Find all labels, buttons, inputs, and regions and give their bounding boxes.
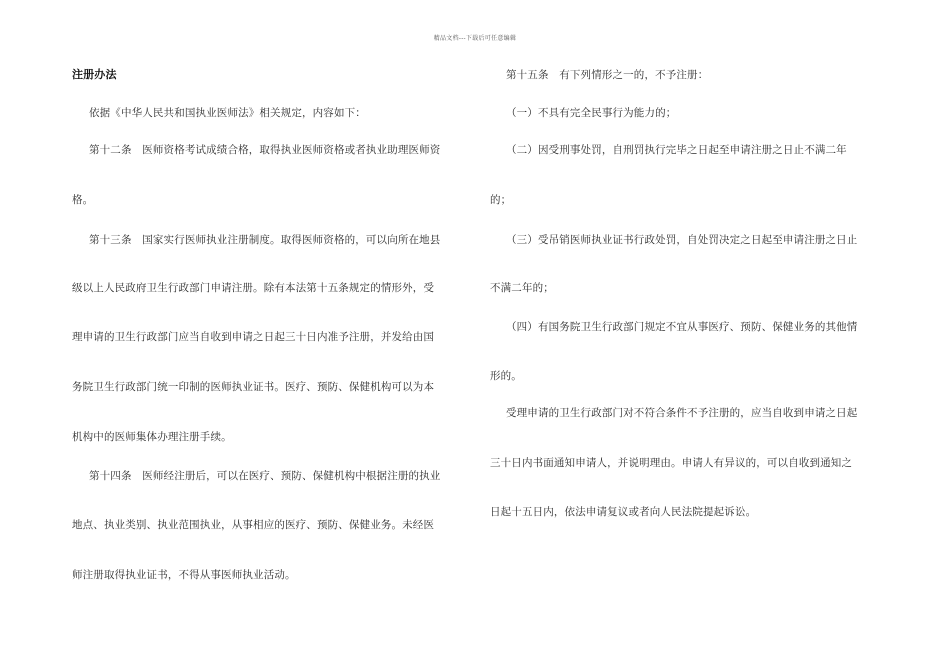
- paragraph-line: （二）因受刑事处罚，自刑罚执行完毕之日起至申请注册之日止不满二年: [506, 144, 847, 156]
- paragraph-line: 格。: [72, 194, 94, 206]
- paragraph-line: 地点、执业类别、执业范围执业，从事相应的医疗、预防、保健业务。未经医: [72, 519, 435, 531]
- paragraph-line: 第十三条 国家实行医师执业注册制度。取得医师资格的，可以向所在地县: [89, 234, 441, 246]
- paragraph-line: 第十五条 有下列情形之一的，不予注册：: [506, 69, 709, 81]
- paragraph-line: 形的。: [490, 370, 522, 382]
- paragraph-line: 日起十五日内，依法申请复议或者向人民法院提起诉讼。: [490, 506, 757, 518]
- paragraph-line: 第十四条 医师经注册后，可以在医疗、预防、保健机构中根据注册的执业: [89, 470, 441, 482]
- paragraph-line: 的；: [490, 194, 512, 206]
- paragraph-line: 机构中的医师集体办理注册手续。: [72, 431, 232, 443]
- paragraph-line: （一）不具有完全民事行为能力的；: [506, 107, 677, 119]
- paragraph-line: 不满二年的；: [490, 282, 554, 294]
- paragraph-line: 务院卫生行政部门统一印制的医师执业证书。医疗、预防、保健机构可以为本: [72, 381, 435, 393]
- paragraph-line: 理申请的卫生行政部门应当自收到申请之日起三十日内准予注册，并发给由国: [72, 331, 435, 343]
- paragraph-line: （三）受吊销医师执业证书行政处罚，自处罚决定之日起至申请注册之日止: [506, 234, 858, 246]
- document-title: 注册办法: [72, 68, 117, 81]
- paragraph-line: （四）有国务院卫生行政部门规定不宜从事医疗、预防、保健业务的其他情: [506, 321, 858, 333]
- paragraph-line: 级以上人民政府卫生行政部门申请注册。除有本法第十五条规定的情形外，受: [72, 282, 435, 294]
- paragraph-line: 受理申请的卫生行政部门对不符合条件不予注册的，应当自收到申请之日起: [506, 407, 858, 419]
- paragraph-line: 三十日内书面通知申请人，并说明理由。申请人有异议的，可以自收到通知之: [490, 457, 853, 469]
- paragraph-line: 师注册取得执业证书，不得从事医师执业活动。: [72, 569, 296, 581]
- paragraph-line: 依据《中华人民共和国执业医师法》相关规定，内容如下：: [89, 107, 366, 119]
- page-header-note: 精品文档---下载后可任意编辑: [433, 35, 517, 42]
- paragraph-line: 第十二条 医师资格考试成绩合格，取得执业医师资格或者执业助理医师资: [89, 144, 441, 156]
